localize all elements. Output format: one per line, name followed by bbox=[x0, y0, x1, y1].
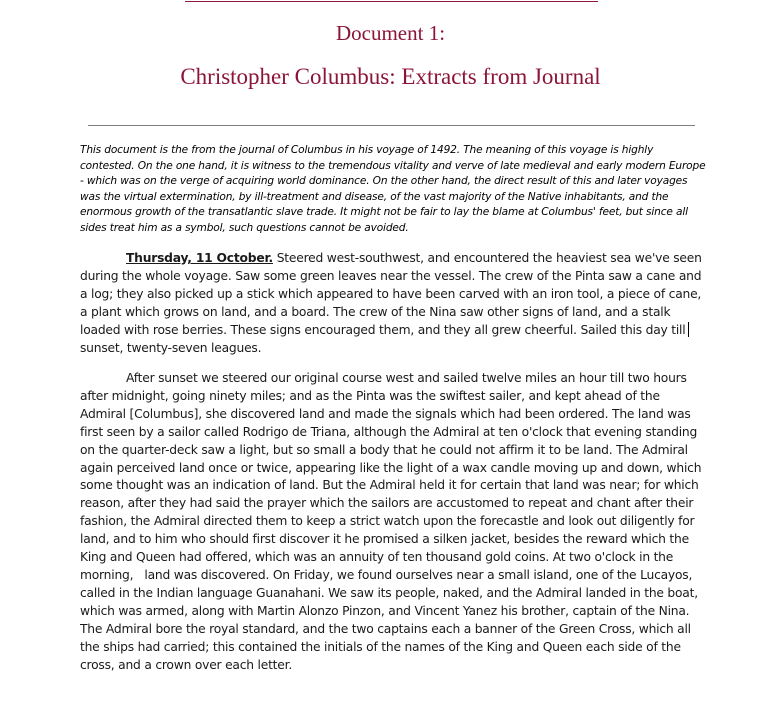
document-number: Document 1: bbox=[335, 21, 446, 45]
title-divider-rule bbox=[88, 125, 695, 126]
journal-paragraph-1[interactable] bbox=[80, 250, 708, 357]
intro-paragraph[interactable]: This document is the from the journal of Columbus in his voyage of 1492. The meaning of this voyage is highly contested. On the one hand, it is witness to the tremendous vitality and verve of late medieval and early modern Europe - which was on the verge of acquiring world dominance. On the other hand, the direct result of this and later voyages was the virtual extermination, by ill-treatment and disease, of the vast majority of the Native inhabitants, and the enormous growth of the transatlantic slave trade. It might not be fair to lay the blame at Columbus' feet, but since all sides treat him as a symbol, such questions cannot be avoided. bbox=[80, 144, 706, 234]
entry-date-label: Thursday, 11 October. bbox=[126, 251, 273, 265]
document-title: Christopher Columbus: Extracts from Journal bbox=[180, 64, 601, 89]
paragraph-1-text: Steered west-southwest, and encountered the heaviest sea we've seen during the whole voyage. Saw some green leaves near the vessel. The crew of the Pinta saw a cane and a log; they also picked up a stick which appeared to have been carved with an iron tool, a piece of cane, a plant which grows on land, and a board. The crew of the Nina saw other signs of land, and a stalk loaded with rose berries. These signs encouraged them, and they all grew cheerful. Sailed this day till bbox=[80, 251, 702, 337]
text-cursor bbox=[688, 322, 689, 337]
header-top-rule bbox=[185, 1, 598, 2]
paragraph-1-end-text: sunset, twenty-seven leagues. bbox=[80, 340, 262, 355]
journal-paragraph-2[interactable] bbox=[80, 370, 708, 674]
paragraph-2-text: After sunset we steered our original course west and sailed twelve miles an hour till two hours after midnight, going ninety miles; and as the Pinta was the swiftest sailer, and kept ahead of the Admiral [Columbus], she discovered land and made the signals which had been ordered. The land was first seen by a sailor called Rodrigo de Triana, although the Admiral at ten o'clock that evening standing on the quarter-deck saw a light, but so small a body that he could not affirm it to be land. The Admiral again perceived land once or twice, appearing like the light of a wax candle moving up and down, which some thought was an indication of land. But the Admiral held it for certain that land was near; for which reason, after they had said the prayer which the sailors are accustomed to repeat and chant after their fashion, the Admiral directed them to keep a strict watch upon the forecastle and look out diligently for land, and to him who should first discover it he promised a silken jacket, besides the reward which the King and Queen had offered, which was an annuity of ten thousand gold coins. At two o'clock in the morning, land was discovered. On Friday, we found ourselves near a small island, one of the Lucayos, called in the Indian language Guanahani. We saw its people, naked, and the Admiral landed in the boat, which was armed, along with Martin Alonzo Pinzon, and Vincent Yanez his brother, captain of the Nina. The Admiral bore the royal standard, and the two captains each a banner of the Green Cross, which all the ships had carried; this contained the initials of the names of the King and Queen each side of the cross, and a crown over each letter. bbox=[80, 371, 705, 672]
